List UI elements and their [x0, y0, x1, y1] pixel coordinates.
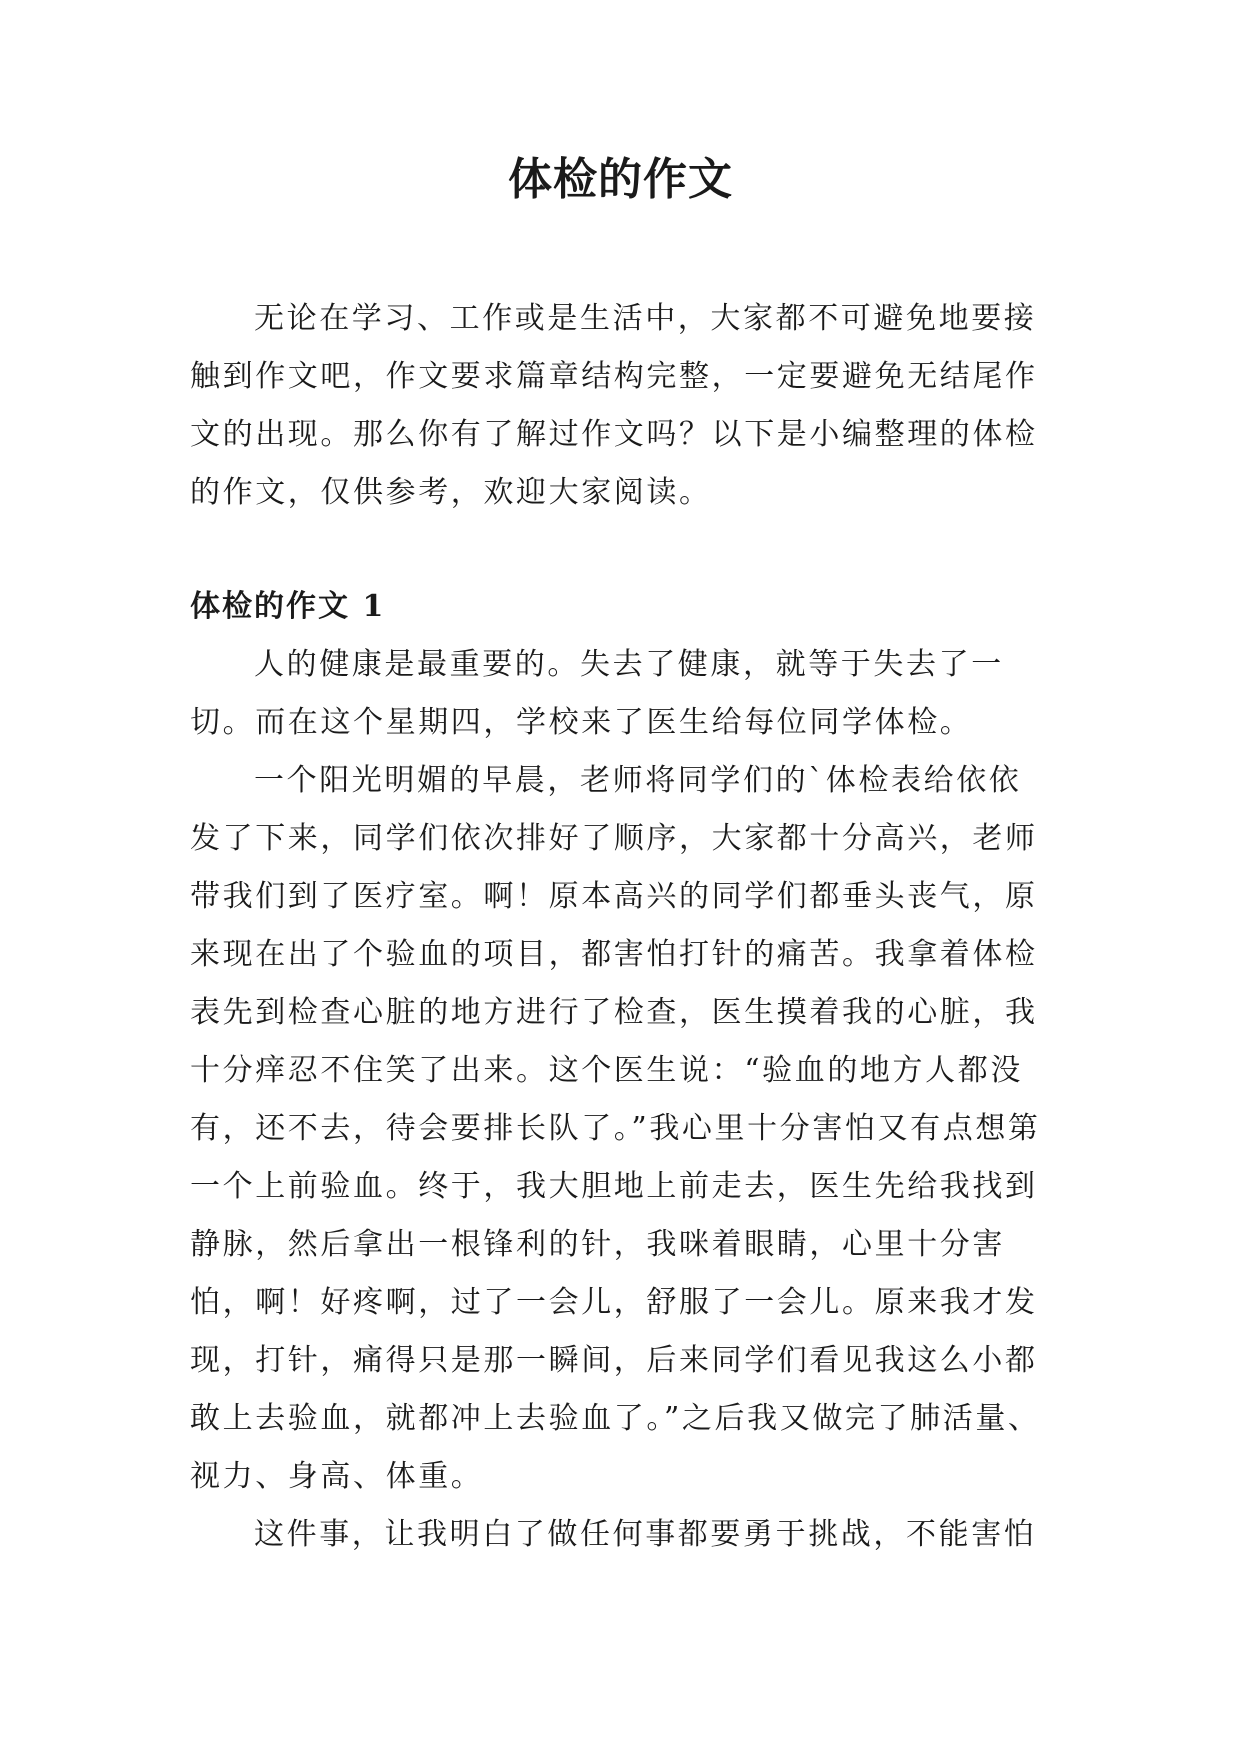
- intro-paragraph: 无论在学习、工作或是生活中，大家都不可避免地要接触到作文吧，作文要求篇章结构完整，一定要避免无结尾作文的出现。那么你有了解过作文吗？以下是小编整理的体检的作文，仅供参考，欢迎大家阅读。: [190, 301, 1038, 510]
- essay-paragraph-3: 这件事，让我明白了做任何事都要勇于挑战，不能害怕: [254, 1517, 1037, 1552]
- document-title: 体检的作文: [508, 154, 733, 205]
- essay-body: [190, 636, 1050, 1564]
- section-heading: 体检的作文 1: [190, 589, 386, 624]
- essay-paragraph-2: 一个阳光明媚的早晨，老师将同学们的`体检表给依依发了下来，同学们依次排好了顺序，大家都十分高兴，老师带我们到了医疗室。啊！原本高兴的同学们都垂头丧气，原来现在出了个验血的项目，都害怕打针的痛苦。我拿着体检表先到检查心脏的地方进行了检查，医生摸着我的心脏，我十分痒忍不住笑了出来。这个医生说：“验血的地方人都没有，还不去，待会要排长队了。”我心里十分害怕又有点想第一个上前验血。终于，我大胆地上前走去，医生先给我找到静脉，然后拿出一根锋利的针，我咪着眼睛，心里十分害怕，啊！好疼啊，过了一会儿，舒服了一会儿。原来我才发现，打针，痛得只是那一瞬间，后来同学们看见我这么小都敢上去验血，就都冲上去验血了。”之后我又做完了肺活量、视力、身高、体重。: [190, 763, 1041, 1494]
- essay-paragraph-1: 人的健康是最重要的。失去了健康，就等于失去了一切。而在这个星期四，学校来了医生给每位同学体检。: [190, 647, 1004, 740]
